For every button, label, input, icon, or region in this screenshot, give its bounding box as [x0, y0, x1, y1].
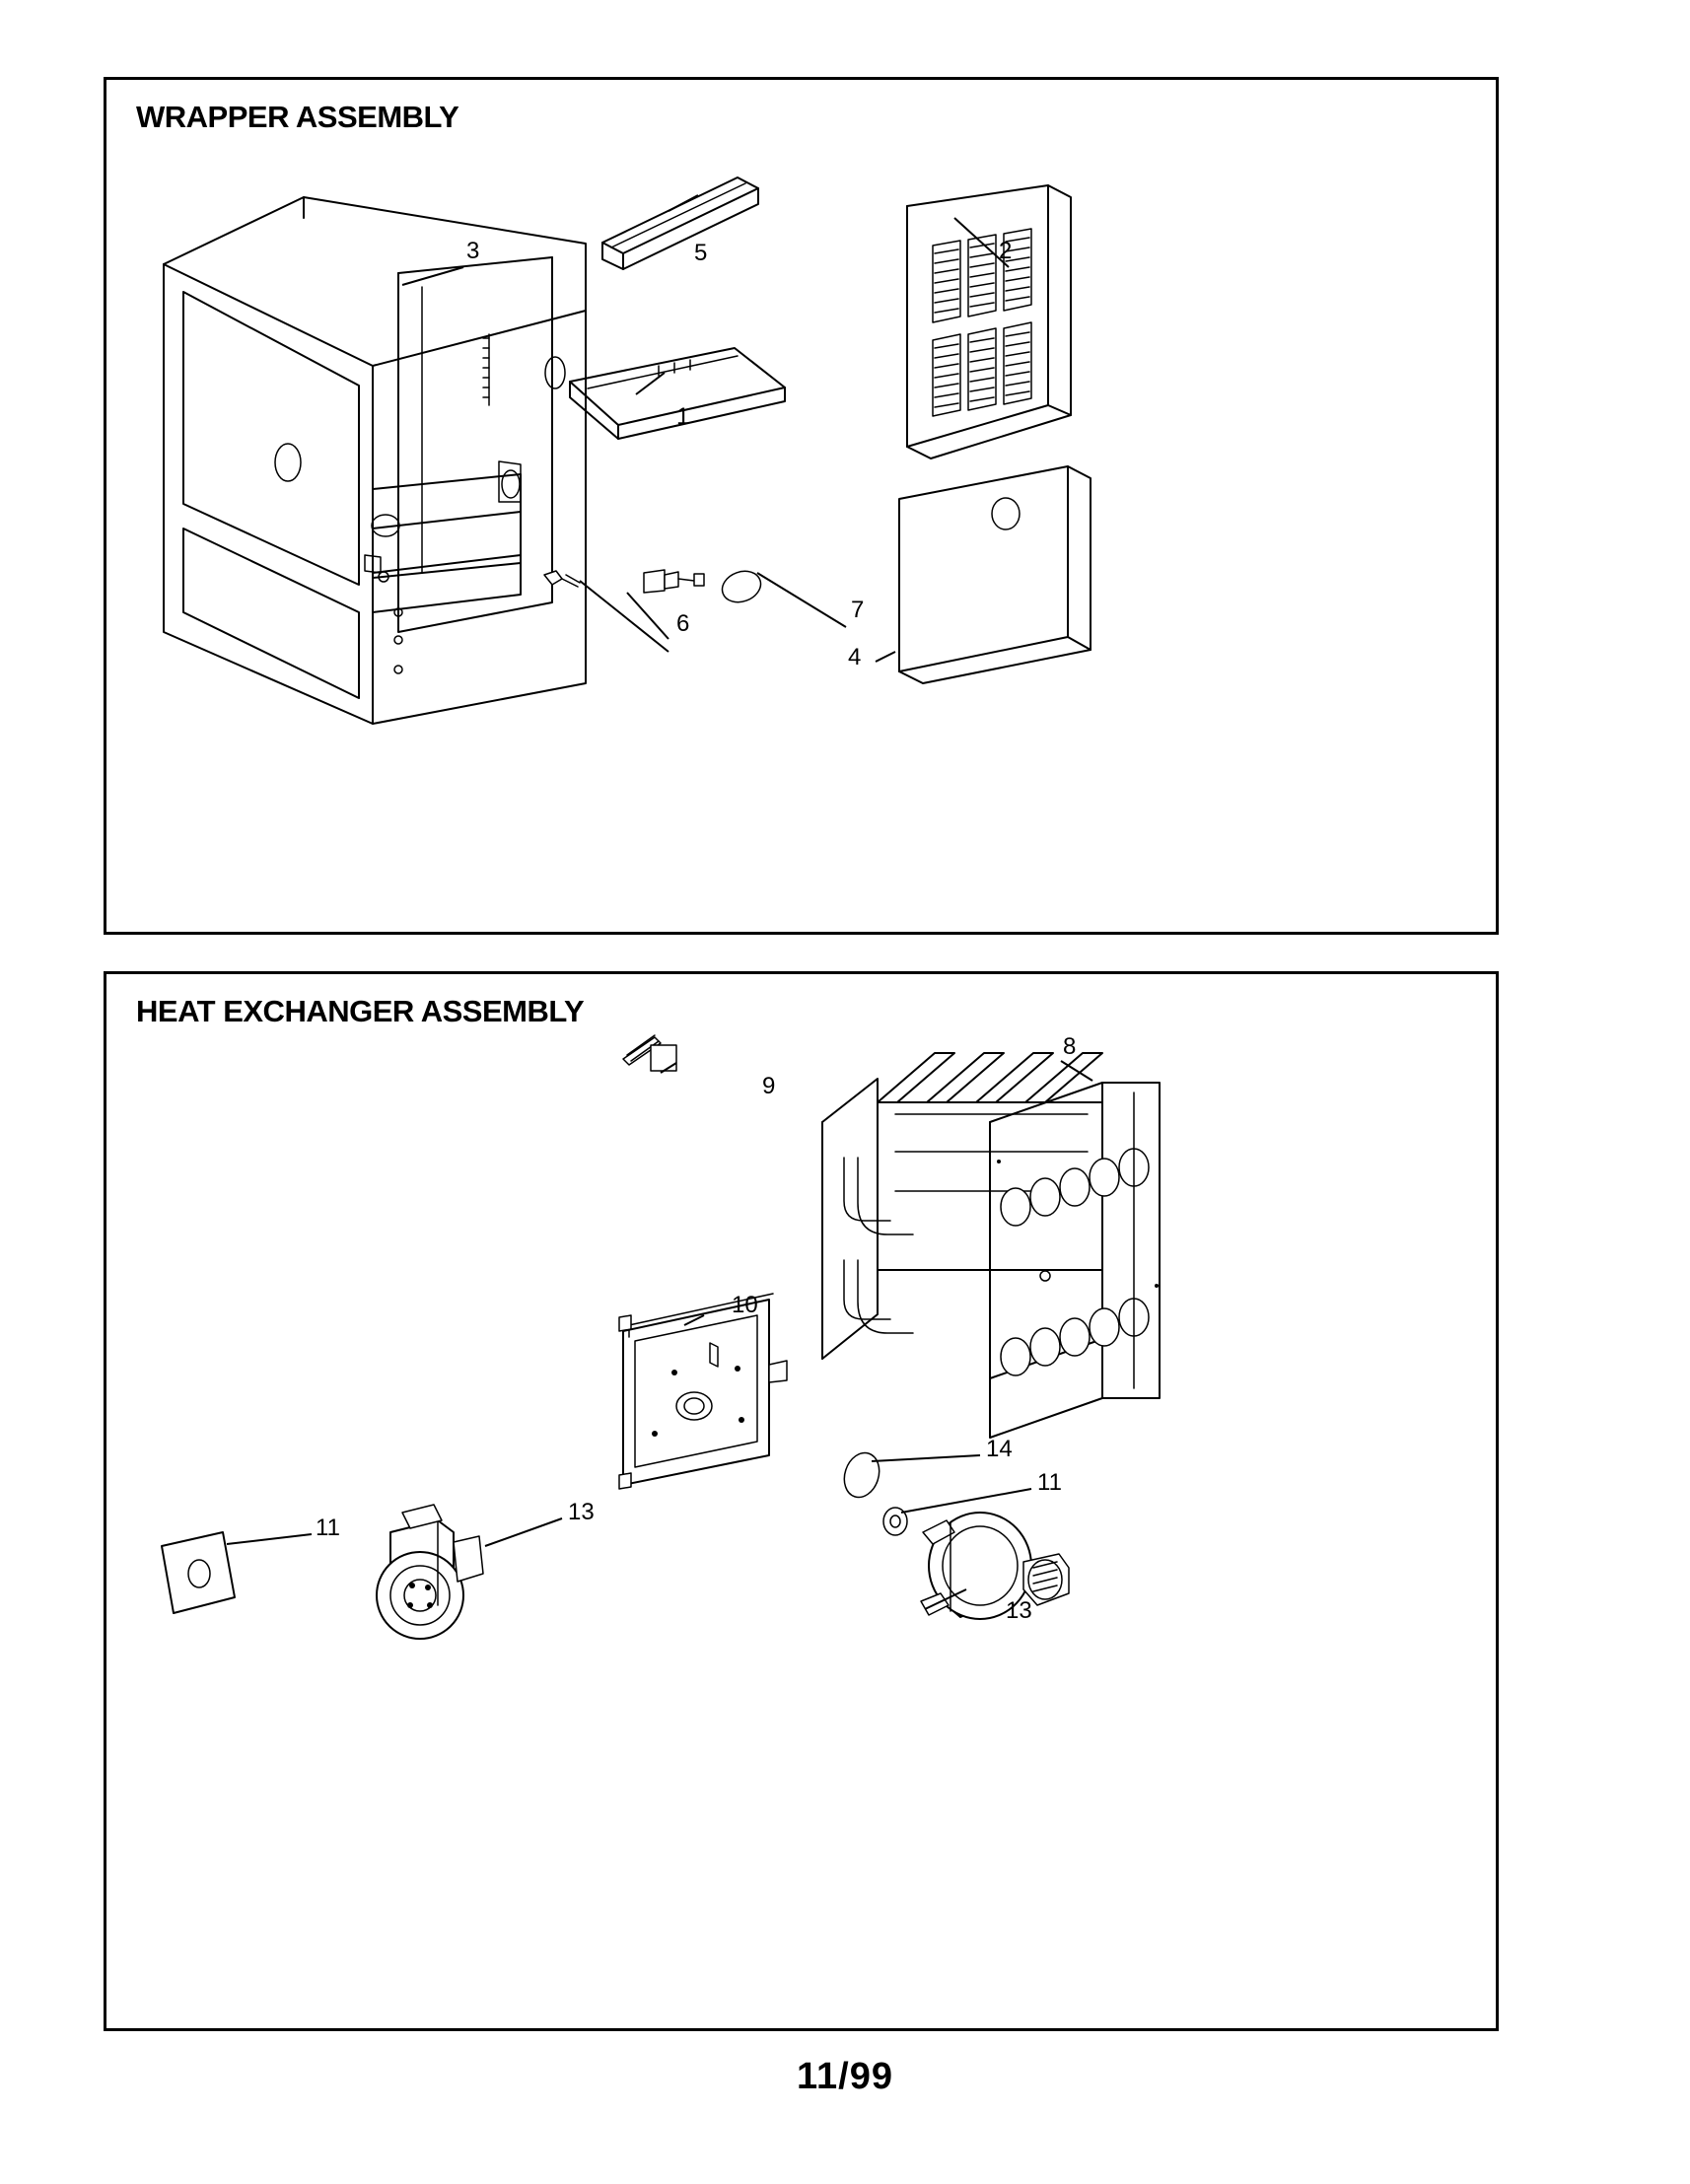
part-9-clip [623, 1035, 676, 1073]
callout-1: 1 [676, 403, 690, 430]
callout-13-left: 13 [568, 1499, 595, 1525]
part-7-grommet [718, 566, 846, 627]
heat-exchanger-assembly-drawing [106, 974, 1502, 2034]
part-13-blower-right [921, 1513, 1069, 1619]
wrapper-assembly-drawing [106, 80, 1502, 938]
callout-10: 10 [732, 1292, 758, 1318]
callout-7: 7 [851, 597, 865, 623]
panel-title-heat-exchanger: HEAT EXCHANGER ASSEMBLY [136, 994, 585, 1028]
part-5-trim-strip [602, 177, 758, 269]
part-8-heat-exchanger [822, 1053, 1160, 1438]
callout-4: 4 [848, 644, 862, 670]
callout-3: 3 [466, 238, 480, 264]
part-2-louvered-grille [907, 185, 1071, 458]
part-13-blower-left [377, 1505, 562, 1639]
footer-date: 11/99 [797, 2056, 893, 2097]
callout-5: 5 [694, 240, 708, 266]
callout-9: 9 [762, 1073, 776, 1099]
part-3-wrapper-cabinet [164, 197, 586, 724]
callout-11-right: 11 [1037, 1469, 1062, 1496]
callout-2: 2 [999, 238, 1013, 264]
part-11-cover-plate-left [162, 1532, 312, 1613]
panel-wrapper-assembly [104, 77, 1499, 935]
callout-11-left: 11 [316, 1515, 340, 1541]
part-4-side-panel [876, 466, 1091, 683]
callout-8: 8 [1063, 1033, 1077, 1060]
callout-14: 14 [986, 1436, 1013, 1462]
part-10-burner-plate [619, 1294, 787, 1489]
panel-heat-exchanger-assembly [104, 971, 1499, 2031]
callout-6: 6 [676, 610, 690, 637]
panel-title-wrapper: WRAPPER ASSEMBLY [136, 100, 459, 134]
callout-13-right: 13 [1006, 1597, 1032, 1624]
part-14-gasket [839, 1448, 980, 1502]
